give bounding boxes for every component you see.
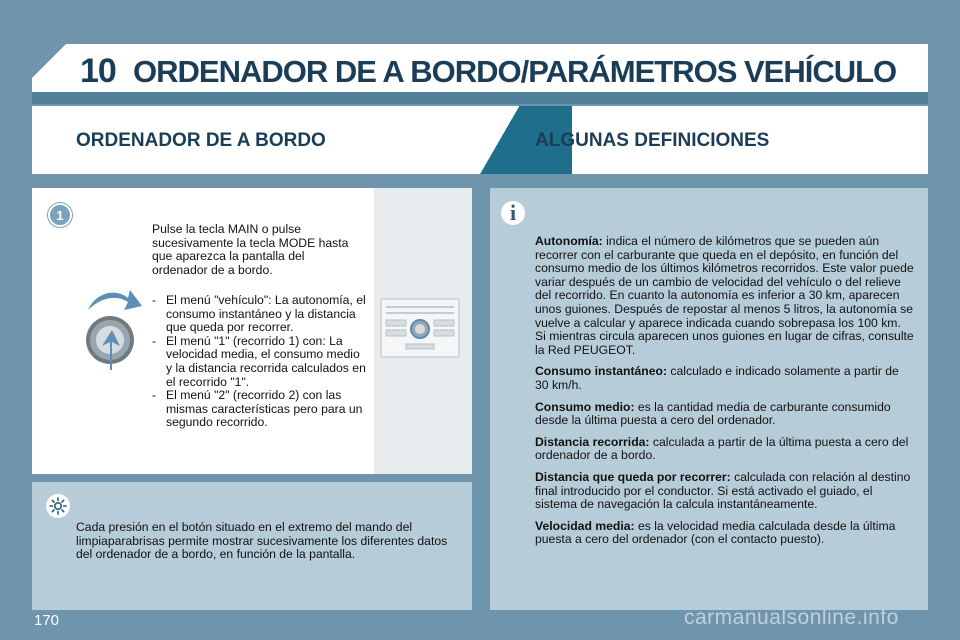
step-instruction: Pulse la tecla MAIN o pulse sucesivamente la tecla MODE hasta que aparezca la pantalla del ordenador de a bordo. — [152, 222, 349, 277]
definition-item — [535, 401, 915, 428]
list-item: - El menú "2" (recorrido 2) con las mismas características pero para un segundo recorrido. — [152, 389, 367, 430]
step-menu-list — [152, 294, 367, 430]
step-number-badge: 1 — [48, 203, 72, 227]
definition-text: calculada con relación al destino final introducido por el conductor. Si está activado el guiado, el sistema de navegación la calcula instantáneamente. — [535, 469, 911, 512]
definition-item — [535, 436, 915, 463]
definitions-list — [535, 235, 915, 555]
title-underline-bar — [32, 92, 928, 104]
definition-text: calculada a partir de la última puesta a cero del ordenador de a bordo. — [535, 434, 909, 463]
radio-unit-icon — [380, 298, 460, 358]
definition-term: Velocidad media: — [535, 518, 635, 533]
definition-text: es la velocidad media calculada desde la última puesta a cero del ordenador (con el contacto puesto). — [535, 518, 896, 547]
definition-item — [535, 235, 915, 357]
chapter-number: 10 — [80, 52, 116, 90]
page-title: ORDENADOR DE A BORDO/PARÁMETROS VEHÍCULO — [133, 54, 897, 89]
definition-term: Distancia recorrida: — [535, 434, 650, 449]
definition-text: calculado e indicado solamente a partir de 30 km/h. — [535, 364, 899, 392]
section-heading-left: ORDENADOR DE A BORDO — [76, 130, 326, 151]
definition-text: indica el número de kilómetros que se pueden aún recorrer con el carburante que queda en el depósito, en función del consumo medio de los últimos kilómetros recorridos. Este valor puede variar después de un cambio de velocidad del vehículo o del relieve del recorrido. En cuanto la autonomía es inferior a 30 km, aparecen unos guiones. Después de repostar al menos 5 litros, la autonomía se vuelve a calcular y aparece indicada cuando sobrepasa los 100 km. Si mientras circula aparecen unos guiones en lugar de cifras, consulte la Red PEUGEOT. — [535, 234, 914, 357]
tip-text: Cada presión en el botón situado en el extremo del mando del limpiaparabrisas permite mostrar sucesivamente los diferentes datos del ordenador de a bordo, en función de la pantalla. — [76, 520, 448, 562]
rotary-knob-icon — [76, 286, 146, 372]
list-item: - El menú "vehículo": La autonomía, el consumo instantáneo y la distancia que queda por recorrer. — [152, 294, 367, 335]
definition-term: Autonomía: — [535, 234, 603, 248]
info-icon: i — [501, 201, 525, 225]
definition-text: es la cantidad media de carburante consumido desde la última puesta a cero del ordenador. — [535, 399, 891, 428]
definition-item — [535, 471, 915, 512]
list-item: - El menú "1" (recorrido 1) con: La velocidad media, el consumo medio y la distancia recorrida calculados en el recorrido "1". — [152, 335, 367, 389]
page-number: 170 — [34, 612, 60, 629]
definition-item — [535, 520, 915, 547]
light-bulb-icon — [46, 494, 70, 518]
section-heading-right: ALGUNAS DEFINICIONES — [535, 130, 770, 151]
watermark: carmanualsonline.info — [684, 606, 899, 629]
definition-item — [535, 365, 915, 392]
definition-term: Consumo instantáneo: — [535, 364, 668, 379]
definition-term: Consumo medio: — [535, 399, 635, 414]
definition-term: Distancia que queda por recorrer: — [535, 469, 731, 484]
